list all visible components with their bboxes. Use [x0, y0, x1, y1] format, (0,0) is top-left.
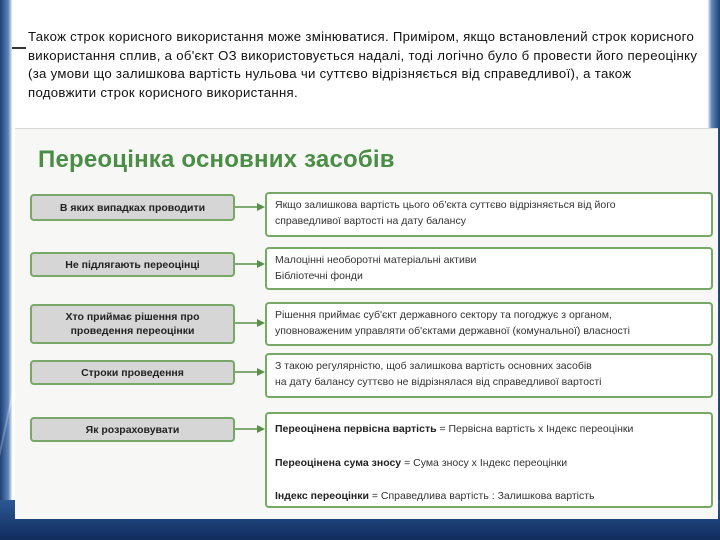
content-line: справедливої вартості на дату балансу — [275, 214, 466, 227]
formula-name: Переоцінена первісна вартість — [275, 423, 437, 435]
row-content-terms — [265, 353, 713, 398]
content-line: Якщо залишкова вартість цього об'єкта суттєво відрізняється від його — [275, 199, 616, 211]
row-content-when — [265, 192, 713, 237]
content-line: уповноваженим управляти об'єктами державної (комунальної) власності — [275, 324, 630, 337]
content-line: Малоцінні необоротні матеріальні активи — [275, 254, 477, 266]
row-label-terms: Строки проведення — [30, 360, 235, 385]
content-line: Рішення приймає суб'єкт державного сектору та погоджує з органом, — [275, 309, 612, 321]
diagram-title: Переоцінка основних засобів — [38, 146, 395, 173]
arrow-exempt — [235, 259, 265, 269]
arrow-calc — [235, 424, 265, 434]
arrow-decision — [235, 318, 265, 328]
formula-name: Індекс переоцінки — [275, 490, 369, 502]
arrow-when — [235, 202, 265, 212]
formula-line — [275, 422, 703, 438]
formula-line — [275, 456, 703, 472]
arrow-terms — [235, 367, 265, 377]
formula-expression: = Первісна вартість х Індекс переоцінки — [436, 423, 634, 435]
formula-line — [275, 489, 703, 505]
bullet-dash — [12, 47, 26, 49]
row-content-calc — [265, 412, 713, 508]
row-content-decision — [265, 302, 713, 346]
row-label-calc: Як розраховувати — [30, 417, 235, 442]
row-label-exempt: Не підлягають переоцінці — [30, 252, 235, 277]
content-line: на дату балансу суттєво не відрізнялася від справедливої вартості — [275, 375, 602, 388]
formula-expression: = Сума зносу х Індекс переоцінки — [401, 456, 568, 469]
row-content-exempt — [265, 247, 713, 290]
formula-name: Переоцінена сума зносу — [275, 456, 402, 469]
formula-expression: = Справедлива вартість : Залишкова вартість — [368, 490, 595, 502]
intro-paragraph: Також строк корисного використання може змінюватися. Приміром, якщо встановлений строк корисного використання сплив, а об'єкт ОЗ використовується надалі, тоді логічно було б провести його переоцінку (за умови що залишкова вартість нульова чи суттєво відрізняється від справедливої), а також подовжити строк корисного використання. — [28, 29, 698, 100]
content-line: Бібліотечні фонди — [275, 269, 363, 282]
row-label-decision: Хто приймає рішення про проведення переоцінки — [30, 304, 235, 344]
content-line: З такою регулярністю, щоб залишкова вартість основних засобів — [275, 360, 592, 372]
row-label-when: В яких випадках проводити — [30, 194, 235, 221]
